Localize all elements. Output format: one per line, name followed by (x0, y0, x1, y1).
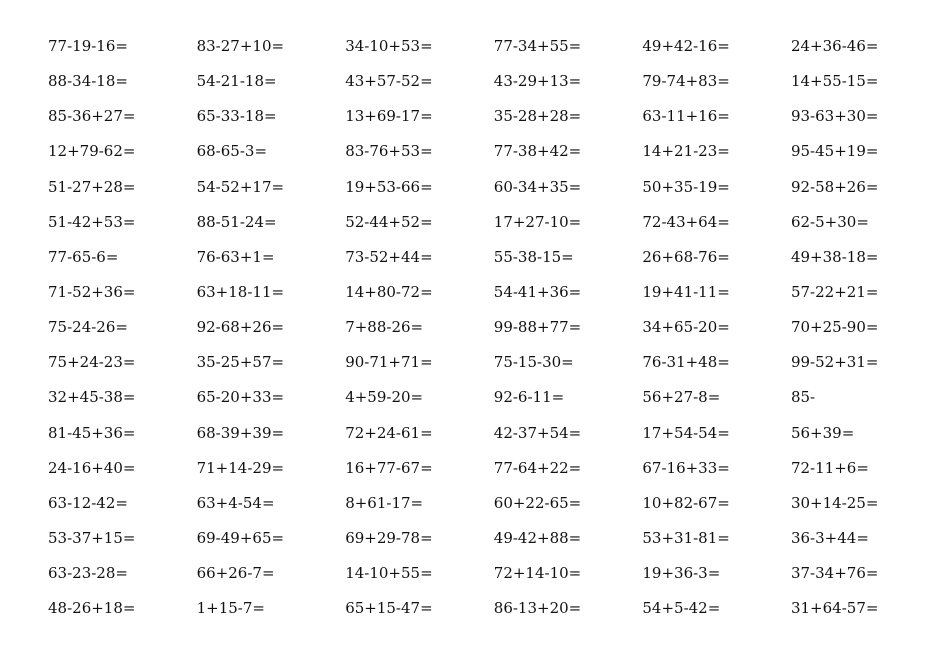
math-problem: 83-27+10= (196, 37, 285, 55)
math-problem: 66+26-7= (196, 564, 275, 583)
math-problem: 12+79-62= (48, 142, 136, 161)
math-problem: 60-34+35= (493, 177, 582, 196)
math-problem: 35-25+57= (196, 353, 285, 372)
math-problem: 30+14-25= (790, 493, 879, 512)
math-problem: 92-58+26= (790, 177, 879, 196)
math-problem: 49+42-16= (642, 37, 730, 55)
math-problem: 99-52+31= (790, 353, 879, 372)
math-problem: 77-34+55= (493, 37, 582, 55)
math-problem: 65-20+33= (196, 388, 285, 407)
math-problem: 76-31+48= (642, 353, 730, 372)
math-problem: 63-12-42= (48, 493, 128, 512)
math-problem: 24+36-46= (790, 37, 879, 55)
math-problem: 63+4-54= (196, 493, 275, 512)
math-problem: 43-29+13= (493, 72, 582, 91)
math-problem: 63-11+16= (642, 107, 730, 126)
math-problem: 95-45+19= (790, 142, 879, 161)
math-problem: 71-52+36= (48, 282, 136, 301)
math-problem: 81-45+36= (48, 423, 136, 442)
math-problem: 53-37+15= (48, 528, 136, 547)
math-problem: 69-49+65= (196, 528, 285, 547)
math-problem: 68-39+39= (196, 423, 285, 442)
math-problem: 79-74+83= (642, 72, 730, 91)
arithmetic-worksheet (48, 36, 938, 633)
math-problem: 86-13+20= (493, 599, 582, 618)
math-problem: 92-68+26= (196, 318, 285, 337)
math-problem: 60+22-65= (493, 493, 582, 512)
math-problem: 85-36+27= (48, 107, 136, 126)
math-problem: 72+14-10= (493, 564, 582, 583)
math-problem: 52-44+52= (345, 212, 433, 231)
math-problem: 93-63+30= (790, 107, 879, 126)
math-problem: 77-38+42= (493, 142, 582, 161)
math-problem: 55-38-15= (493, 247, 574, 266)
math-problem: 19+53-66= (345, 177, 433, 196)
math-problem: 73-52+44= (345, 247, 433, 266)
math-problem: 72-11+6= (790, 458, 869, 477)
math-problem: 24-16+40= (48, 458, 136, 477)
math-problem: 8+61-17= (345, 493, 424, 512)
math-problem: 72-43+64= (642, 212, 730, 231)
math-problem: 85- (790, 388, 816, 407)
math-problem: 35-28+28= (493, 107, 582, 126)
math-problem: 51-27+28= (48, 177, 136, 196)
math-problem: 76-63+1= (196, 247, 275, 266)
math-problem: 13+69-17= (345, 107, 433, 126)
math-problem: 54-41+36= (493, 282, 582, 301)
math-problem: 83-76+53= (345, 142, 433, 161)
math-problem: 56+27-8= (642, 388, 721, 407)
math-problem: 43+57-52= (345, 72, 433, 91)
math-problem: 63-23-28= (48, 564, 128, 583)
math-problem: 37-34+76= (790, 564, 879, 583)
math-problem: 31+64-57= (790, 599, 879, 618)
math-problem: 69+29-78= (345, 528, 433, 547)
math-problem: 72+24-61= (345, 423, 433, 442)
math-problem: 54-52+17= (196, 177, 285, 196)
math-problem: 90-71+71= (345, 353, 433, 372)
math-problem: 99-88+77= (493, 318, 582, 337)
math-problem: 88-51-24= (196, 212, 277, 231)
math-problem: 49+38-18= (790, 247, 879, 266)
math-problem: 75-24-26= (48, 318, 128, 337)
math-problem: 19+41-11= (642, 282, 730, 301)
math-problem: 57-22+21= (790, 282, 879, 301)
math-problem: 65+15-47= (345, 599, 433, 618)
math-problem: 62-5+30= (790, 212, 869, 231)
math-problem: 10+82-67= (642, 493, 730, 512)
math-problem: 42-37+54= (493, 423, 582, 442)
math-problem: 49-42+88= (493, 528, 582, 547)
math-problem: 65-33-18= (196, 107, 277, 126)
math-problem: 71+14-29= (196, 458, 285, 477)
math-problem: 70+25-90= (790, 318, 879, 337)
math-problem: 75+24-23= (48, 353, 136, 372)
math-problem: 77-64+22= (493, 458, 582, 477)
math-problem: 14+80-72= (345, 282, 433, 301)
math-problem: 68-65-3= (196, 142, 268, 161)
math-problem: 34-10+53= (345, 37, 433, 55)
math-problem: 4+59-20= (345, 388, 424, 407)
math-problem: 54+5-42= (642, 599, 721, 618)
math-problem: 77-65-6= (48, 247, 119, 266)
math-problem: 51-42+53= (48, 212, 136, 231)
math-problem: 50+35-19= (642, 177, 730, 196)
math-problem: 75-15-30= (493, 353, 574, 372)
math-problem: 17+54-54= (642, 423, 730, 442)
math-problem: 54-21-18= (196, 72, 277, 91)
math-problem: 56+39= (790, 423, 855, 442)
math-problem: 26+68-76= (642, 247, 730, 266)
math-problem: 14+21-23= (642, 142, 730, 161)
math-problem: 67-16+33= (642, 458, 730, 477)
math-problem: 1+15-7= (196, 599, 265, 618)
math-problem: 14+55-15= (790, 72, 879, 91)
math-problem: 92-6-11= (493, 388, 565, 407)
math-problem: 36-3+44= (790, 528, 869, 547)
math-problem: 14-10+55= (345, 564, 433, 583)
math-problem: 16+77-67= (345, 458, 433, 477)
math-problem: 53+31-81= (642, 528, 730, 547)
math-problem: 32+45-38= (48, 388, 136, 407)
math-problem: 48-26+18= (48, 599, 136, 618)
math-problem: 17+27-10= (493, 212, 582, 231)
math-problem: 34+65-20= (642, 318, 730, 337)
math-problem: 63+18-11= (196, 282, 285, 301)
math-problem: 7+88-26= (345, 318, 424, 337)
math-problem: 88-34-18= (48, 72, 128, 91)
math-problem: 19+36-3= (642, 564, 721, 583)
math-problem: 77-19-16= (48, 37, 128, 55)
